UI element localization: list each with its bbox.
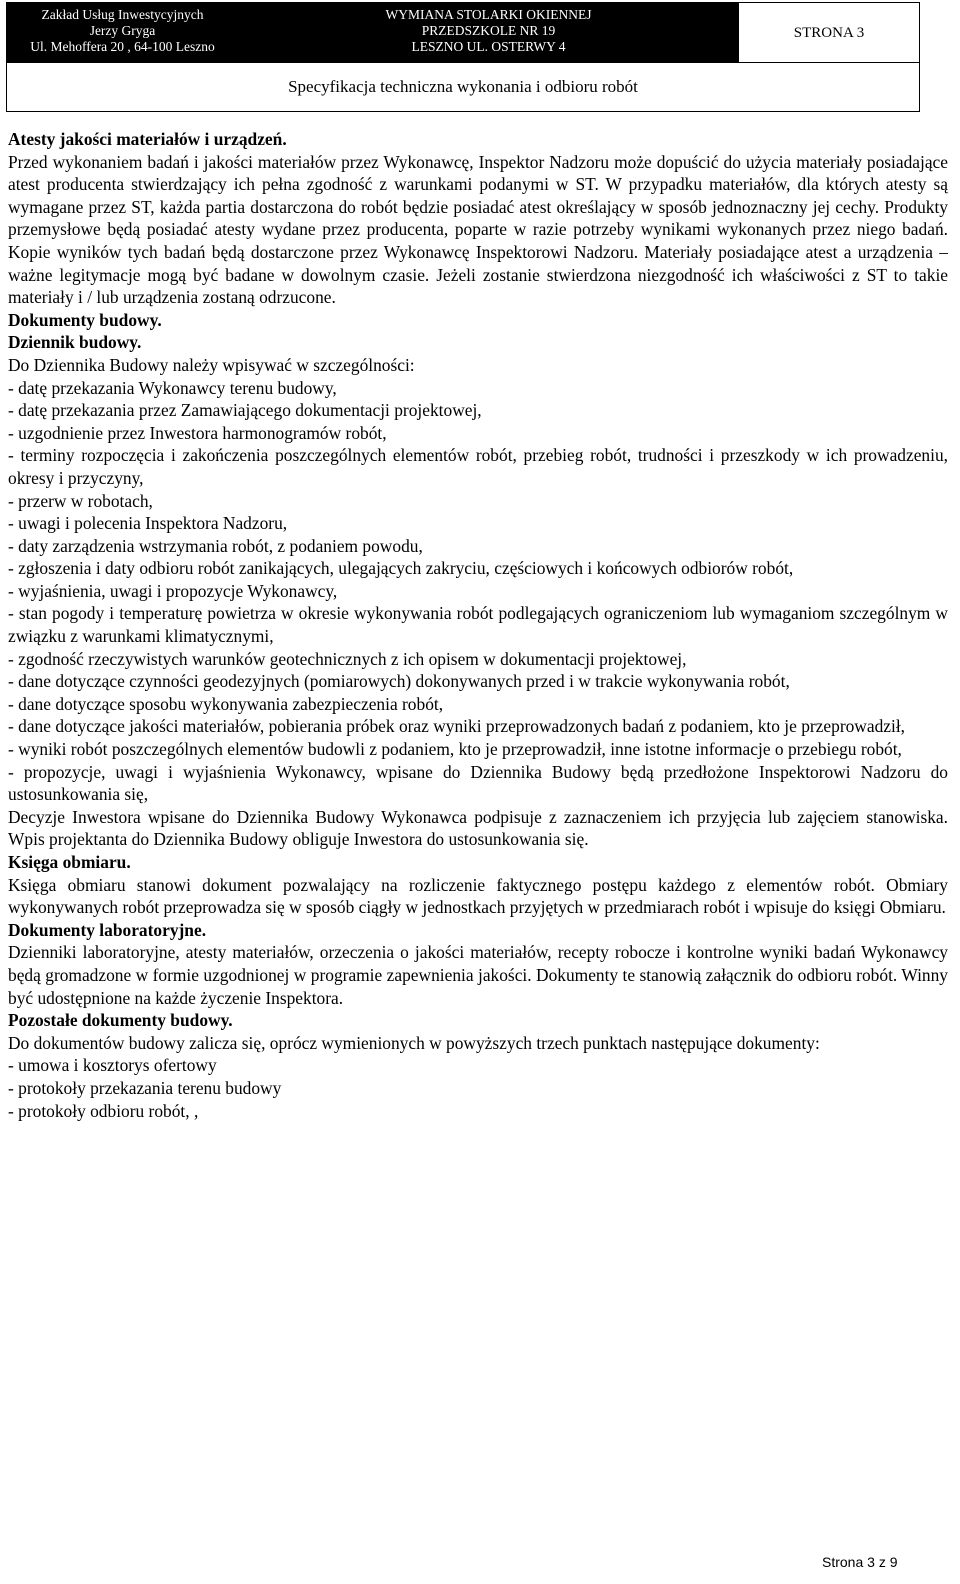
body-paragraph: - umowa i kosztorys ofertowy [8, 1055, 217, 1076]
header-company-cell [7, 3, 239, 63]
header-page-number: STRONA 3 [793, 24, 865, 41]
body-paragraph: Decyzje Inwestora wpisane do Dziennika Budowy Wykonawca podpisuje z zaznaczeniem ich przyjęcia lub zajęciem stanowiska. Wpis projektanta do Dziennika Budowy obliguje Inwestora do ustosunkowania się. [8, 806, 948, 850]
section-heading: Dokumenty budowy. [8, 309, 162, 330]
header-company-line: Zakład Usług Inwestycyjnych [41, 7, 204, 22]
page-header [6, 2, 920, 112]
document-body [8, 128, 948, 1122]
body-paragraph: - zgłoszenia i daty odbioru robót zanikających, ulegających zakryciu, częściowych i końcowych odbiorów robót, [8, 558, 794, 579]
body-paragraph: Dzienniki laboratoryjne, atesty materiałów, orzeczenia o jakości materiałów, recepty robocze i kontrolne wyniki badań Wykonawcy będą gromadzone w formie uzgodnionej w programie zapewnienia jakości. Dokumenty te stanowią załącznik do odbioru robót. Winny być udostępnione na każde życzenie Inspektora. [8, 942, 948, 1008]
body-paragraph: - datę przekazania Wykonawcy terenu budowy, [8, 377, 337, 398]
body-paragraph: - przerw w robotach, [8, 490, 153, 511]
body-paragraph: - stan pogody i temperaturę powietrza w okresie wykonywania robót podlegających ograniczeniom lub wymaganiom szczególnym w związku z warunkami klimatycznymi, [8, 603, 948, 647]
section-heading: Atesty jakości materiałów i urządzeń. [8, 129, 287, 149]
body-paragraph: - dane dotyczące czynności geodezyjnych (pomiarowych) dokonywanych przed i w trakcie wykonywania robót, [8, 671, 790, 692]
body-paragraph: - dane dotyczące sposobu wykonywania zabezpieczenia robót, [8, 693, 444, 714]
body-paragraph: - uwagi i polecenia Inspektora Nadzoru, [8, 513, 288, 534]
body-paragraph: - wyjaśnienia, uwagi i propozycje Wykonawcy, [8, 580, 338, 601]
body-paragraph: - daty zarządzenia wstrzymania robót, z podaniem powodu, [8, 535, 423, 556]
header-project-line: PRZEDSZKOLE NR 19 [421, 23, 556, 38]
header-project-line: LESZNO UL. OSTERWY 4 [411, 39, 566, 54]
body-paragraph: Przed wykonaniem badań i jakości materiałów przez Wykonawcę, Inspektor Nadzoru może dopuścić do użycia materiały posiadające atest producenta stwierdzający ich pełna zgodność z warunkami podanymi w ST. W przypadku materiałów, dla których atesty są wymagane przez ST, każda partia dostarczona do robót będzie posiadać atest określający w sposób jednoznaczny jej cechy. Produkty przemysłowe będą posiadać atesty wydane przez producenta, poparte w razie potrzeby wynikami wykonanych przez niego badań. Kopie wyników tych badań będą dostarczone przez Wykonawcę Inspektorowi Nadzoru. Materiały posiadające atest a urządzenia – ważne legitymacje mogą być badane w dowolnym czasie. Jeżeli zostanie stwierdzona niezgodność ich właściwości z ST to takie materiały i / lub urządzenia zostaną odrzucone. [8, 151, 948, 308]
body-paragraph: - protokoły odbioru robót, , [8, 1100, 199, 1121]
body-paragraph: - dane dotyczące jakości materiałów, pobierania próbek oraz wyniki przeprowadzonych badań z podaniem, kto je przeprowadził, [8, 716, 906, 737]
body-paragraph: - protokoły przekazania terenu budowy [8, 1077, 282, 1098]
page-footer: Strona 3 z 9 [822, 1554, 898, 1570]
body-paragraph: Do Dziennika Budowy należy wpisywać w szczególności: [8, 354, 415, 375]
header-project-line: WYMIANA STOLARKI OKIENNEJ [385, 7, 592, 22]
body-paragraph: - uzgodnienie przez Inwestora harmonogramów robót, [8, 422, 387, 443]
header-company-line: Jerzy Gryga [89, 23, 156, 38]
body-paragraph: Księga obmiaru stanowi dokument pozwalający na rozliczenie faktycznego postępu każdego z elementów robót. Obmiary wykonywanych robót przeprowadza się w sposób ciągły w jednostkach przyjętych w przedmiarach robót i wpisuje do księgi Obmiaru. [8, 874, 948, 918]
header-subtitle: Specyfikacja techniczna wykonania i odbioru robót [288, 77, 638, 96]
section-heading: Dziennik budowy. [8, 332, 142, 353]
section-heading: Dokumenty laboratoryjne. [8, 919, 207, 940]
body-paragraph: Do dokumentów budowy zalicza się, oprócz wymienionych w powyższych trzech punktach następujące dokumenty: [8, 1032, 820, 1053]
body-paragraph: - terminy rozpoczęcia i zakończenia poszczególnych elementów robót, przebieg robót, trudności i przeszkody w ich prowadzeniu, okresy i przyczyny, [8, 445, 948, 488]
body-paragraph: - wyniki robót poszczególnych elementów budowli z podaniem, kto je przeprowadził, inne istotne informacje o przebiegu robót, [8, 739, 902, 760]
header-company-line: Ul. Mehoffera 20 , 64-100 Leszno [30, 39, 215, 54]
section-heading: Księga obmiaru. [8, 852, 131, 872]
header-project-cell [239, 3, 739, 63]
header-page-cell [739, 3, 919, 63]
body-paragraph: - zgodność rzeczywistych warunków geotechnicznych z ich opisem w dokumentacji projektowej, [8, 648, 687, 669]
body-paragraph: - datę przekazania przez Zamawiającego dokumentacji projektowej, [8, 400, 482, 421]
section-heading: Pozostałe dokumenty budowy. [8, 1010, 233, 1031]
body-paragraph: - propozycje, uwagi i wyjaśnienia Wykonawcy, wpisane do Dziennika Budowy będą przedłożone Inspektorowi Nadzoru do ustosunkowania się, [8, 761, 948, 805]
